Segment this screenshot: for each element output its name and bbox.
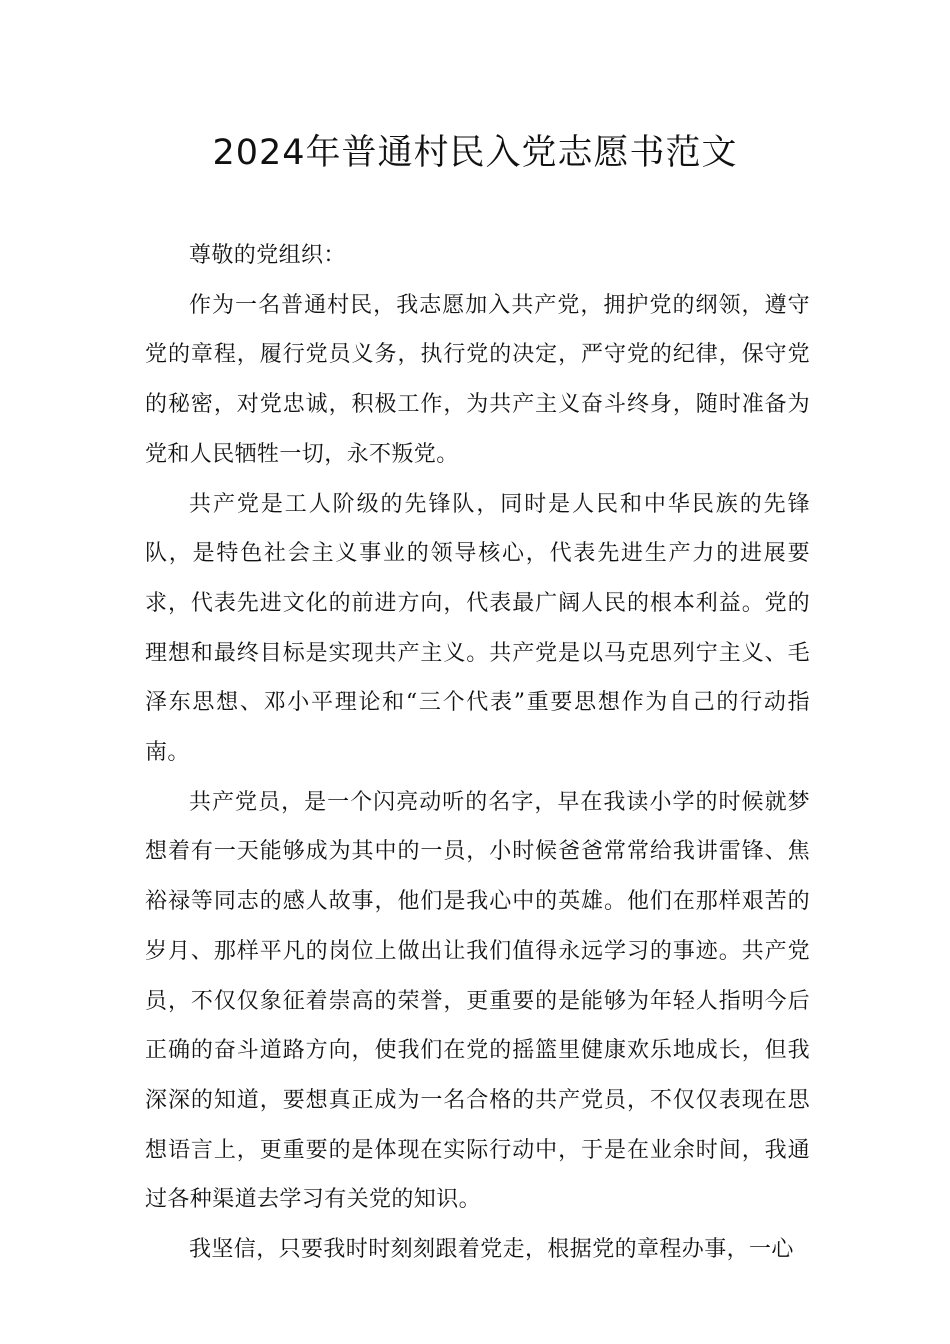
paragraph: 共产党是工人阶级的先锋队，同时是人民和中华民族的先锋队，是特色社会主义事业的领导核心，代表先进生产力的进展要求，代表先进文化的前进方向，代表最广阔人民的根本利益。党的理想和最终目标是实现共产主义。共产党是以马克思列宁主义、毛泽东思想、邓小平理论和“三个代表”重要思想作为自己的行动指南。 bbox=[145, 491, 810, 766]
paragraph: 作为一名普通村民，我志愿加入共产党，拥护党的纲领，遵守党的章程，履行党员义务，执行党的决定，严守党的纪律，保守党的秘密，对党忠诚，积极工作，为共产主义奋斗终身，随时准备为党和人民牺牲一切，永不叛党。 bbox=[145, 292, 810, 467]
document-body bbox=[145, 231, 810, 1275]
paragraph: 我坚信，只要我时时刻刻跟着党走，根据党的章程办事，一心 bbox=[189, 1237, 794, 1263]
paragraph: 共产党员，是一个闪亮动听的名字，早在我读小学的时候就梦想着有一天能够成为其中的一员，小时候爸爸常常给我讲雷锋、焦裕禄等同志的感人故事，他们是我心中的英雄。他们在那样艰苦的岁月、那样平凡的岗位上做出让我们值得永远学习的事迹。共产党员，不仅仅象征着崇高的荣誉，更重要的是能够为年轻人指明今后正确的奋斗道路方向，使我们在党的摇篮里健康欢乐地成长，但我深深的知道，要想真正成为一名合格的共产党员，不仅仅表现在思想语言上，更重要的是体现在实际行动中，于是在业余时间，我通过各种渠道去学习有关党的知识。 bbox=[145, 789, 810, 1213]
document-title: 2024年普通村民入党志愿书范文 bbox=[212, 133, 738, 173]
greeting: 尊敬的党组织： bbox=[189, 243, 346, 268]
